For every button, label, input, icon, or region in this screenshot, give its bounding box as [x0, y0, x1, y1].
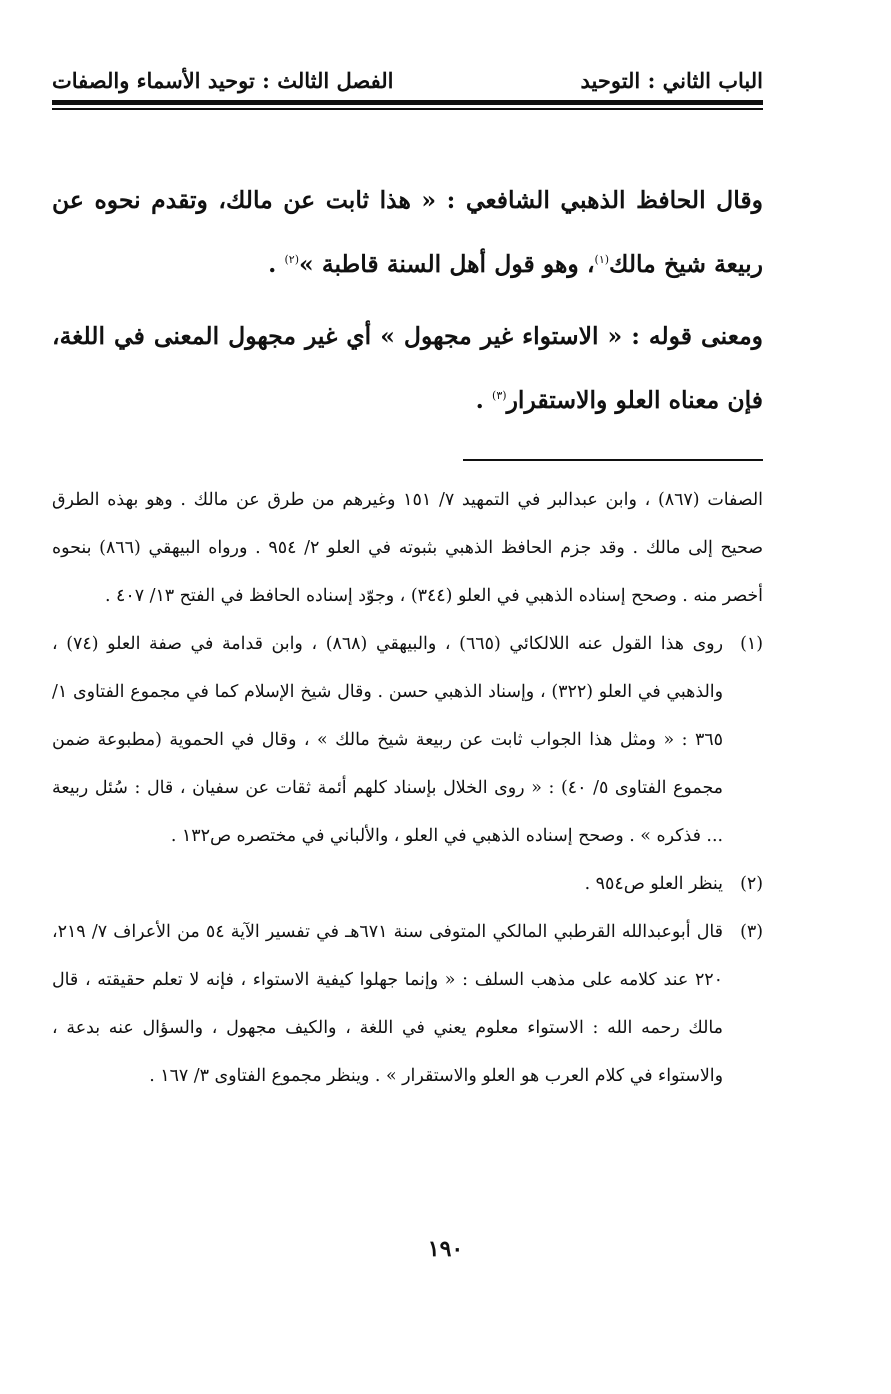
footnote-ref-1[interactable]: (١): [594, 253, 610, 267]
header-rule-thick: [52, 100, 763, 105]
footnote-text: ينظر العلو ص٩٥٤ .: [584, 874, 723, 894]
paragraph-meaning-istiwa: ومعنى قوله : « الاستواء غير مجهول » أي غير مجهول المعنى في اللغة، فإن معناه العلو والاستقرار$^{(٣)}$ .: [52, 322, 763, 414]
running-header: [52, 62, 763, 98]
footnote-continuation: الصفات (٨٦٧) ، وابن عبدالبر في التمهيد ٧/ ١٥١ وغيرهم من طرق عن مالك . وهو بهذه الطرق صحيح إلى مالك . وقد جزم الحافظ الذهبي بثبوته في العلو ٢/ ٩٥٤ . ورواه البيهقي (٨٦٦) بنحوه أخصر منه . وصحح إسناده الذهبي في العلو (٣٤٤) ، وجوّد إسناده الحافظ في الفتح ١٣/ ٤٠٧ .: [52, 490, 764, 606]
footnote-1: [52, 620, 763, 860]
paragraph-quote-dhahabi: وقال الحافظ الذهبي الشافعي : « هذا ثابت عن مالك، وتقدم نحوه عن ربيعة شيخ مالك$^{(١)}$، وهو قول أهل السنة قاطبة »$^{(٢)}$ .: [52, 186, 763, 278]
footnote-2: [52, 860, 763, 908]
footnote-text: قال أبوعبدالله القرطبي المالكي المتوفى سنة ٦٧١هـ في تفسير الآية ٥٤ من الأعراف ٧/ ٢١٩، ٢٢٠ عند كلامه على مذهب السلف : « وإنما جهلوا كيفية الاستواء ، فإنه لا تعلم حقيقته ، قال مالك رحمه الله : الاستواء معلوم يعني في اللغة ، والكيف مجهول ، والسؤال عنه بدعة ، والاستواء في كلام العرب هو العلو والاستقرار » . وينظر مجموع الفتاوى ٣/ ١٦٧ .: [52, 922, 723, 1086]
page-number: ١٩٠: [427, 1236, 464, 1262]
footnote-text: روى هذا القول عنه اللالكائي (٦٦٥) ، والبيهقي (٨٦٨) ، وابن قدامة في صفة العلو (٧٤) ، والذهبي في العلو (٣٢٢) ، وإسناد الذهبي حسن . وقال شيخ الإسلام كما في مجموع الفتاوى ١/ ٣٦٥ : « ومثل هذا الجواب ثابت عن ربيعة شيخ مالك » ، وقال في الحموية (مطبوعة ضمن مجموع الفتاوى ٥/ ٤٠) : « روى الخلال بإسناد كلهم أئمة ثقات عن سفيان ، قال : سُئل ربيعة ... فذكره » . وصحح إسناده الذهبي في العلو ، والألباني في مختصره ص١٣٢ .: [52, 634, 723, 846]
footnote-separator: [463, 459, 763, 461]
header-chapter-title: الباب الثاني : التوحيد: [580, 67, 763, 93]
footnote-ref-2[interactable]: (٢): [284, 253, 299, 267]
header-rule-thin: [52, 108, 763, 110]
footnotes: [52, 476, 763, 1100]
main-text: [52, 168, 763, 440]
header-section-title: الفصل الثالث : توحيد الأسماء والصفات: [52, 67, 394, 93]
footnote-number: (١): [740, 634, 763, 654]
footnote-number: (٢): [740, 874, 763, 894]
footnote-3: [52, 908, 763, 1100]
footnote-number: (٣): [740, 922, 763, 942]
footnote-ref-3[interactable]: (٣): [492, 389, 507, 403]
